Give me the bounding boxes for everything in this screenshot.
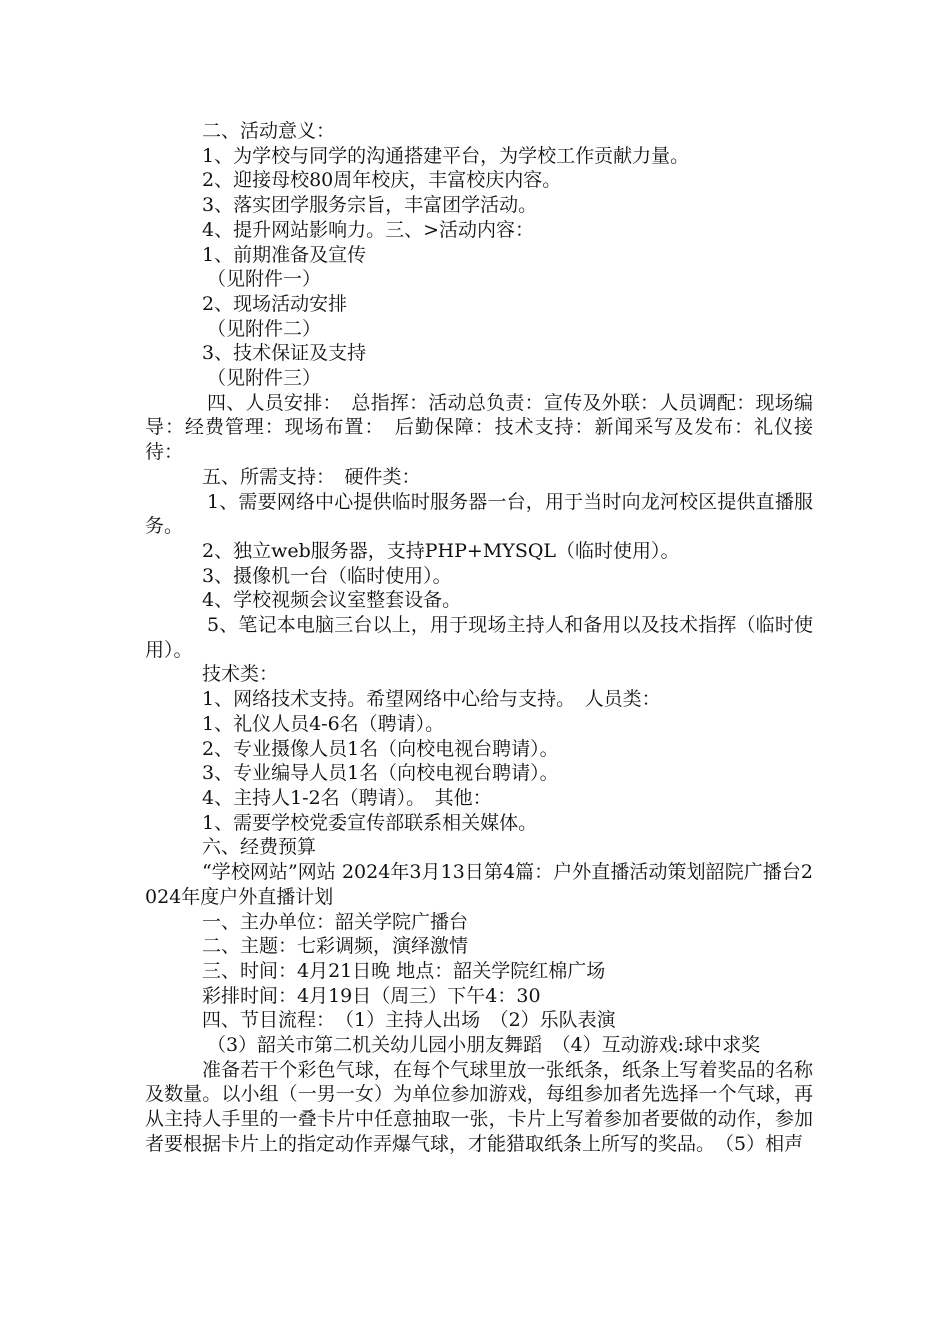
paragraph-line: 三、时间：4月21日晚 地点：韶关学院红棉广场 [202, 959, 606, 982]
paragraph-line: 一、主办单位：韶关学院广播台 [202, 910, 469, 933]
paragraph-line: 4、学校视频会议室整套设备。 [202, 589, 462, 612]
paragraph-line: 1、前期准备及宣传 [202, 243, 367, 266]
paragraph-line: 3、专业编导人员1名（向校电视台聘请）。 [202, 762, 559, 785]
section-heading-budget: 六、经费预算 [202, 836, 317, 859]
paragraph-line: 2、迎接母校80周年校庆，丰富校庆内容。 [202, 169, 562, 192]
paragraph-line: 3、技术保证及支持 [202, 342, 367, 365]
paragraph-line: （见附件三） [207, 367, 322, 390]
section-heading-support: 五、所需支持： 硬件类： [202, 465, 421, 488]
paragraph-line: 1、网络技术支持。希望网络中心给与支持。 人员类： [202, 688, 661, 711]
article-title: “学校网站”网站 2024年3月13日第4篇：户外直播活动策划韶院广播台2024年度户外直播计划 [145, 861, 813, 908]
paragraph-line: 1、礼仪人员4-6名（聘请）。 [202, 712, 445, 735]
paragraph-line: 2、现场活动安排 [202, 292, 348, 315]
paragraph-line: 4、主持人1-2名（聘请）。 其他： [202, 786, 492, 809]
paragraph-line: （3）韶关市第二机关幼儿园小朋友舞蹈 （4）互动游戏:球中求奖 [207, 1034, 761, 1057]
paragraph-line: （见附件一） [207, 268, 322, 291]
paragraph-line: 4、提升网站影响力。三、>活动内容： [202, 218, 535, 241]
document-body [145, 119, 813, 1157]
paragraph-line: 3、落实团学服务宗旨，丰富团学活动。 [202, 194, 538, 217]
paragraph-line: 准备若干个彩色气球，在每个气球里放一张纸条，纸条上写着奖品的名称及数量。以小组（一男一女）为单位参加游戏，每组参加者先选择一个气球，再从主持人手里的一叠卡片中任意抽取一张，卡片上写着参加者要做的动作，参加者要根据卡片上的指定动作弄爆气球，才能猎取纸条上所写的奖品。 （5）相声 [145, 1058, 813, 1155]
paragraph-line: 2、独立web服务器，支持PHP+MYSQL（临时使用）。 [202, 539, 680, 562]
paragraph-line: 技术类： [202, 663, 279, 686]
paragraph-line: 3、摄像机一台（临时使用）。 [202, 564, 452, 587]
section-heading-significance: 二、活动意义： [202, 120, 336, 142]
paragraph-line: 5、笔记本电脑三台以上，用于现场主持人和备用以及技术指挥（临时使用）。 [145, 614, 813, 661]
paragraph-line: 1、需要网络中心提供临时服务器一台，用于当时向龙河校区提供直播服务。 [145, 490, 813, 538]
paragraph-line: 彩排时间：4月19日（周三）下午4：30 [202, 984, 541, 1007]
paragraph-line: （见附件二） [207, 317, 322, 340]
paragraph-line: 四、节目流程： （1）主持人出场 （2）乐队表演 [202, 1009, 616, 1032]
paragraph-line: 2、专业摄像人员1名（向校电视台聘请）。 [202, 737, 559, 760]
paragraph-line: 1、为学校与同学的沟通搭建平台，为学校工作贡献力量。 [202, 144, 690, 167]
paragraph-line: 1、需要学校党委宣传部联系相关媒体。 [202, 811, 538, 834]
paragraph-line: 二、主题：七彩调频，演绎激情 [202, 935, 469, 958]
section-heading-staffing: 四、人员安排： 总指挥：活动总负责：宣传及外联：人员调配：现场编导：经费管理：现场布置： 后勤保障：技术支持：新闻采写及发布：礼仪接待： [145, 391, 813, 464]
